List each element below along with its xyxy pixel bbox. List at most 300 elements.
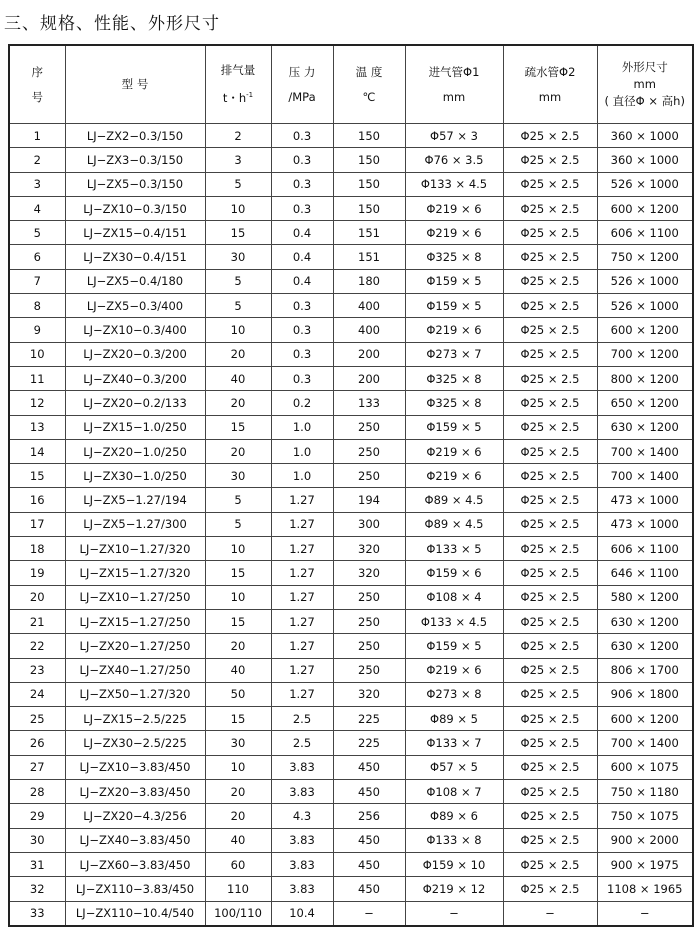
cell-pressure: 0.3 [271,318,333,342]
cell-inlet: Φ57 × 5 [405,755,503,779]
header-exhaust-unit: t・h [222,90,247,105]
cell-pressure: 1.27 [271,658,333,682]
cell-inlet: Φ133 × 7 [405,731,503,755]
header-temperature [333,45,405,124]
cell-dimensions: 580 × 1200 [597,585,693,609]
cell-drain: Φ25 × 2.5 [503,366,597,390]
cell-index: 11 [9,366,65,390]
cell-temperature: 250 [333,585,405,609]
header-pressure [271,45,333,124]
cell-inlet: Φ89 × 4.5 [405,488,503,512]
cell-model: LJ−ZX10−0.3/400 [65,318,205,342]
cell-model: LJ−ZX40−1.27/250 [65,658,205,682]
cell-index: 13 [9,415,65,439]
cell-drain: Φ25 × 2.5 [503,245,597,269]
cell-pressure: 0.3 [271,294,333,318]
cell-dimensions: 1108 × 1965 [597,877,693,901]
cell-drain: Φ25 × 2.5 [503,172,597,196]
cell-drain: Φ25 × 2.5 [503,148,597,172]
cell-model: LJ−ZX110−3.83/450 [65,877,205,901]
cell-pressure: 1.0 [271,464,333,488]
cell-model: LJ−ZX50−1.27/320 [65,682,205,706]
cell-model: LJ−ZX10−0.3/150 [65,196,205,220]
cell-exhaust: 15 [205,415,271,439]
cell-dimensions: 700 × 1400 [597,439,693,463]
table-row [9,464,693,488]
cell-dimensions: 700 × 1200 [597,342,693,366]
cell-exhaust: 10 [205,318,271,342]
cell-temperature: 151 [333,245,405,269]
cell-model: LJ−ZX15−1.0/250 [65,415,205,439]
cell-dimensions: 473 × 1000 [597,488,693,512]
cell-exhaust: 10 [205,755,271,779]
table-row [9,537,693,561]
cell-index: 5 [9,221,65,245]
table-row [9,852,693,876]
cell-inlet: Φ325 × 8 [405,366,503,390]
cell-pressure: 3.83 [271,755,333,779]
cell-temperature: 151 [333,221,405,245]
table-row [9,148,693,172]
cell-inlet: Φ219 × 6 [405,196,503,220]
cell-exhaust: 100/110 [205,901,271,926]
cell-exhaust: 15 [205,561,271,585]
table-row [9,731,693,755]
cell-temperature: 225 [333,707,405,731]
cell-inlet: − [405,901,503,926]
cell-pressure: 1.27 [271,488,333,512]
cell-drain: Φ25 × 2.5 [503,269,597,293]
table-row [9,877,693,901]
header-pressure-label: 压 力 [288,64,316,79]
cell-index: 18 [9,537,65,561]
cell-index: 24 [9,682,65,706]
cell-drain: Φ25 × 2.5 [503,634,597,658]
cell-exhaust: 15 [205,609,271,633]
cell-index: 22 [9,634,65,658]
cell-pressure: 1.27 [271,512,333,536]
cell-pressure: 1.27 [271,682,333,706]
cell-index: 7 [9,269,65,293]
header-exhaust [205,45,271,124]
cell-inlet: Φ89 × 6 [405,804,503,828]
cell-index: 1 [9,124,65,148]
cell-dimensions: 806 × 1700 [597,658,693,682]
cell-exhaust: 30 [205,731,271,755]
cell-exhaust: 40 [205,828,271,852]
cell-index: 33 [9,901,65,926]
cell-drain: Φ25 × 2.5 [503,464,597,488]
cell-drain: Φ25 × 2.5 [503,755,597,779]
cell-drain: Φ25 × 2.5 [503,731,597,755]
cell-model: LJ−ZX15−1.27/250 [65,609,205,633]
cell-model: LJ−ZX20−3.83/450 [65,780,205,804]
cell-drain: − [503,901,597,926]
cell-dimensions: 800 × 1200 [597,366,693,390]
cell-model: LJ−ZX10−3.83/450 [65,755,205,779]
cell-inlet: Φ159 × 5 [405,634,503,658]
cell-inlet: Φ133 × 4.5 [405,609,503,633]
cell-dimensions: 700 × 1400 [597,731,693,755]
cell-pressure: 1.27 [271,537,333,561]
cell-temperature: 150 [333,172,405,196]
header-exhaust-label: 排气量 [220,63,256,78]
cell-inlet: Φ325 × 8 [405,391,503,415]
cell-temperature: 250 [333,439,405,463]
cell-index: 16 [9,488,65,512]
cell-dimensions: 750 × 1075 [597,804,693,828]
header-drain-unit: mm [538,89,562,104]
cell-exhaust: 10 [205,196,271,220]
cell-exhaust: 40 [205,366,271,390]
cell-exhaust: 20 [205,439,271,463]
cell-drain: Φ25 × 2.5 [503,707,597,731]
header-dimensions [597,45,693,124]
table-row [9,634,693,658]
cell-drain: Φ25 × 2.5 [503,294,597,318]
cell-model: LJ−ZX2−0.3/150 [65,124,205,148]
cell-pressure: 0.3 [271,366,333,390]
header-inlet-label: 进气管Φ1 [428,64,480,79]
cell-temperature: 256 [333,804,405,828]
header-inlet-unit: mm [442,89,466,104]
cell-drain: Φ25 × 2.5 [503,780,597,804]
cell-temperature: 400 [333,318,405,342]
cell-model: LJ−ZX20−1.0/250 [65,439,205,463]
cell-drain: Φ25 × 2.5 [503,828,597,852]
cell-temperature: 250 [333,634,405,658]
cell-temperature: 150 [333,148,405,172]
cell-model: LJ−ZX20−1.27/250 [65,634,205,658]
table-row [9,658,693,682]
cell-inlet: Φ325 × 8 [405,245,503,269]
cell-pressure: 1.27 [271,585,333,609]
cell-exhaust: 5 [205,488,271,512]
table-header [9,45,693,124]
cell-exhaust: 5 [205,269,271,293]
cell-temperature: 320 [333,561,405,585]
cell-model: LJ−ZX5−0.4/180 [65,269,205,293]
cell-inlet: Φ273 × 8 [405,682,503,706]
cell-temperature: 300 [333,512,405,536]
cell-dimensions: 630 × 1200 [597,609,693,633]
header-dimensions-note: ( 直径Φ × 高h) [604,94,685,108]
cell-inlet: Φ133 × 8 [405,828,503,852]
cell-inlet: Φ159 × 5 [405,294,503,318]
cell-model: LJ−ZX20−0.3/200 [65,342,205,366]
cell-dimensions: − [597,901,693,926]
cell-dimensions: 600 × 1200 [597,707,693,731]
cell-index: 23 [9,658,65,682]
cell-pressure: 0.4 [271,245,333,269]
cell-inlet: Φ159 × 5 [405,415,503,439]
header-exhaust-unit-exp: -1 [246,91,254,100]
table-row [9,318,693,342]
cell-temperature: 250 [333,609,405,633]
cell-inlet: Φ89 × 4.5 [405,512,503,536]
cell-model: LJ−ZX20−0.2/133 [65,391,205,415]
cell-exhaust: 30 [205,464,271,488]
cell-index: 28 [9,780,65,804]
header-temperature-label: 温 度 [355,64,383,79]
cell-model: LJ−ZX30−0.4/151 [65,245,205,269]
cell-model: LJ−ZX10−1.27/320 [65,537,205,561]
cell-model: LJ−ZX60−3.83/450 [65,852,205,876]
cell-index: 9 [9,318,65,342]
cell-model: LJ−ZX40−0.3/200 [65,366,205,390]
table-row [9,609,693,633]
table-row [9,269,693,293]
cell-temperature: 450 [333,877,405,901]
header-exhaust-unit-wrap [206,83,271,111]
table-row [9,124,693,148]
cell-temperature: 450 [333,780,405,804]
cell-inlet: Φ159 × 6 [405,561,503,585]
cell-inlet: Φ219 × 6 [405,318,503,342]
cell-drain: Φ25 × 2.5 [503,852,597,876]
cell-model: LJ−ZX15−1.27/320 [65,561,205,585]
cell-dimensions: 906 × 1800 [597,682,693,706]
cell-dimensions: 646 × 1100 [597,561,693,585]
cell-exhaust: 5 [205,294,271,318]
cell-index: 3 [9,172,65,196]
table-row [9,245,693,269]
cell-exhaust: 40 [205,658,271,682]
table-row [9,512,693,536]
cell-index: 19 [9,561,65,585]
cell-drain: Φ25 × 2.5 [503,318,597,342]
table-row [9,391,693,415]
cell-dimensions: 360 × 1000 [597,148,693,172]
header-index-line2: 号 [31,89,43,104]
cell-index: 6 [9,245,65,269]
cell-pressure: 0.4 [271,269,333,293]
cell-dimensions: 526 × 1000 [597,172,693,196]
cell-exhaust: 30 [205,245,271,269]
table-row [9,585,693,609]
cell-model: LJ−ZX5−1.27/300 [65,512,205,536]
cell-temperature: 150 [333,124,405,148]
cell-dimensions: 900 × 2000 [597,828,693,852]
spec-table [8,44,694,927]
cell-inlet: Φ133 × 4.5 [405,172,503,196]
cell-inlet: Φ219 × 12 [405,877,503,901]
table-row [9,755,693,779]
cell-index: 27 [9,755,65,779]
cell-exhaust: 3 [205,148,271,172]
header-index-line1: 序 [31,64,43,79]
cell-dimensions: 700 × 1400 [597,464,693,488]
cell-drain: Φ25 × 2.5 [503,609,597,633]
cell-dimensions: 900 × 1975 [597,852,693,876]
cell-inlet: Φ57 × 3 [405,124,503,148]
cell-index: 14 [9,439,65,463]
cell-pressure: 1.0 [271,415,333,439]
cell-model: LJ−ZX30−1.0/250 [65,464,205,488]
cell-drain: Φ25 × 2.5 [503,682,597,706]
cell-drain: Φ25 × 2.5 [503,561,597,585]
cell-temperature: 400 [333,294,405,318]
cell-pressure: 1.27 [271,634,333,658]
cell-index: 10 [9,342,65,366]
cell-temperature: − [333,901,405,926]
cell-exhaust: 5 [205,172,271,196]
table-row [9,439,693,463]
cell-inlet: Φ76 × 3.5 [405,148,503,172]
header-index [9,45,65,124]
cell-exhaust: 50 [205,682,271,706]
table-row [9,366,693,390]
cell-temperature: 450 [333,828,405,852]
cell-pressure: 0.3 [271,172,333,196]
cell-dimensions: 600 × 1075 [597,755,693,779]
cell-temperature: 194 [333,488,405,512]
cell-exhaust: 20 [205,391,271,415]
cell-inlet: Φ159 × 10 [405,852,503,876]
cell-dimensions: 526 × 1000 [597,294,693,318]
cell-inlet: Φ219 × 6 [405,658,503,682]
cell-exhaust: 5 [205,512,271,536]
cell-pressure: 0.3 [271,196,333,220]
cell-pressure: 0.3 [271,124,333,148]
cell-index: 2 [9,148,65,172]
cell-temperature: 225 [333,731,405,755]
cell-dimensions: 600 × 1200 [597,196,693,220]
cell-index: 12 [9,391,65,415]
cell-exhaust: 15 [205,221,271,245]
cell-model: LJ−ZX40−3.83/450 [65,828,205,852]
cell-exhaust: 20 [205,780,271,804]
cell-model: LJ−ZX5−0.3/400 [65,294,205,318]
table-row [9,221,693,245]
cell-model: LJ−ZX110−10.4/540 [65,901,205,926]
cell-index: 8 [9,294,65,318]
table-row [9,488,693,512]
cell-pressure: 1.27 [271,561,333,585]
cell-pressure: 2.5 [271,707,333,731]
header-row [9,45,693,124]
cell-dimensions: 360 × 1000 [597,124,693,148]
cell-temperature: 450 [333,755,405,779]
cell-exhaust: 110 [205,877,271,901]
cell-pressure: 0.2 [271,391,333,415]
cell-model: LJ−ZX5−1.27/194 [65,488,205,512]
cell-model: LJ−ZX5−0.3/150 [65,172,205,196]
cell-drain: Φ25 × 2.5 [503,512,597,536]
table-body [9,124,693,926]
cell-dimensions: 473 × 1000 [597,512,693,536]
table-row [9,780,693,804]
cell-temperature: 320 [333,682,405,706]
cell-pressure: 10.4 [271,901,333,926]
table-row [9,342,693,366]
cell-temperature: 133 [333,391,405,415]
cell-inlet: Φ108 × 4 [405,585,503,609]
cell-temperature: 180 [333,269,405,293]
cell-dimensions: 600 × 1200 [597,318,693,342]
cell-inlet: Φ273 × 7 [405,342,503,366]
header-inlet [405,45,503,124]
cell-dimensions: 630 × 1200 [597,415,693,439]
cell-exhaust: 15 [205,707,271,731]
cell-model: LJ−ZX30−2.5/225 [65,731,205,755]
cell-temperature: 250 [333,658,405,682]
cell-dimensions: 606 × 1100 [597,221,693,245]
cell-dimensions: 606 × 1100 [597,537,693,561]
cell-dimensions: 750 × 1200 [597,245,693,269]
cell-inlet: Φ133 × 5 [405,537,503,561]
cell-exhaust: 20 [205,804,271,828]
cell-drain: Φ25 × 2.5 [503,537,597,561]
header-model [65,45,205,124]
cell-drain: Φ25 × 2.5 [503,804,597,828]
cell-drain: Φ25 × 2.5 [503,658,597,682]
cell-temperature: 450 [333,852,405,876]
cell-index: 31 [9,852,65,876]
cell-model: LJ−ZX10−1.27/250 [65,585,205,609]
cell-index: 17 [9,512,65,536]
cell-inlet: Φ89 × 5 [405,707,503,731]
cell-drain: Φ25 × 2.5 [503,391,597,415]
table-row [9,294,693,318]
cell-pressure: 1.0 [271,439,333,463]
cell-exhaust: 10 [205,537,271,561]
cell-dimensions: 630 × 1200 [597,634,693,658]
cell-inlet: Φ219 × 6 [405,221,503,245]
cell-dimensions: 750 × 1180 [597,780,693,804]
cell-index: 29 [9,804,65,828]
cell-pressure: 0.3 [271,342,333,366]
cell-pressure: 4.3 [271,804,333,828]
cell-exhaust: 60 [205,852,271,876]
table-row [9,682,693,706]
table-row [9,804,693,828]
cell-drain: Φ25 × 2.5 [503,196,597,220]
cell-inlet: Φ108 × 7 [405,780,503,804]
cell-model: LJ−ZX3−0.3/150 [65,148,205,172]
table-row [9,561,693,585]
table-row [9,415,693,439]
cell-temperature: 200 [333,366,405,390]
cell-drain: Φ25 × 2.5 [503,221,597,245]
cell-index: 30 [9,828,65,852]
header-dimensions-label: 外形尺寸 [621,60,668,74]
table-row [9,828,693,852]
header-drain-label: 疏水管Φ2 [524,64,576,79]
cell-pressure: 3.83 [271,852,333,876]
cell-drain: Φ25 × 2.5 [503,488,597,512]
cell-exhaust: 10 [205,585,271,609]
cell-model: LJ−ZX20−4.3/256 [65,804,205,828]
cell-exhaust: 20 [205,634,271,658]
cell-pressure: 2.5 [271,731,333,755]
cell-dimensions: 526 × 1000 [597,269,693,293]
section-title: 三、规格、性能、外形尺寸 [4,14,220,34]
cell-pressure: 3.83 [271,780,333,804]
cell-drain: Φ25 × 2.5 [503,877,597,901]
header-dimensions-unit: mm [633,77,656,91]
cell-inlet: Φ219 × 6 [405,464,503,488]
cell-temperature: 250 [333,464,405,488]
cell-index: 32 [9,877,65,901]
header-temperature-unit: ℃ [362,89,376,104]
cell-index: 25 [9,707,65,731]
cell-drain: Φ25 × 2.5 [503,585,597,609]
cell-inlet: Φ219 × 6 [405,439,503,463]
cell-index: 15 [9,464,65,488]
cell-exhaust: 20 [205,342,271,366]
header-model-label: 型 号 [121,77,149,91]
